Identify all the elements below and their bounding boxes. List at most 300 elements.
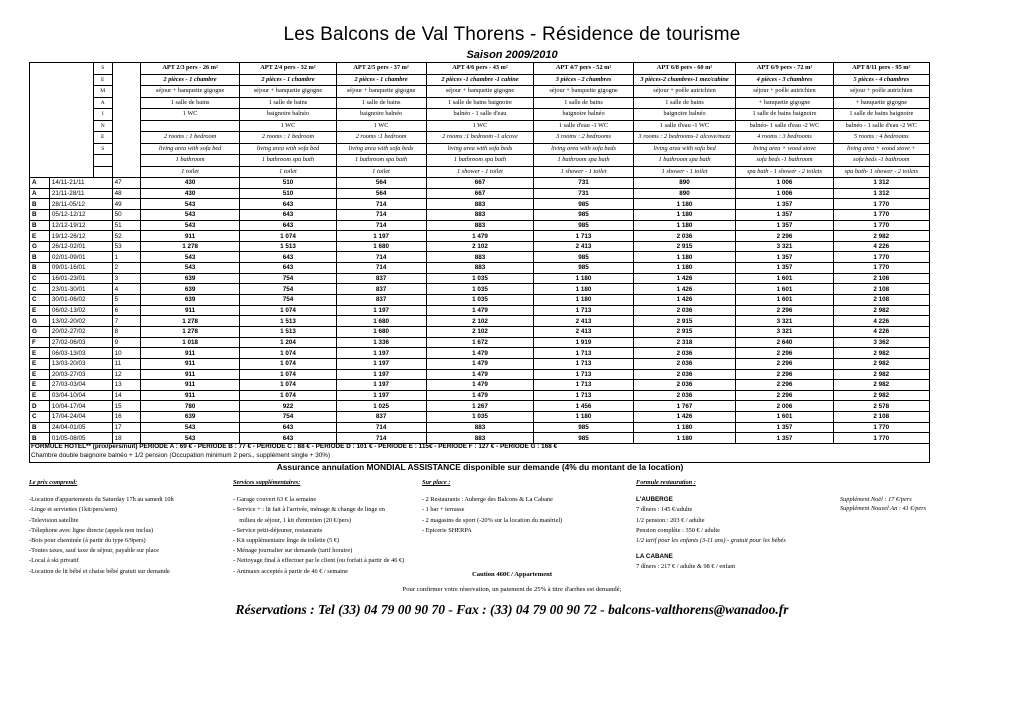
confirm-text: Pour confirmer votre réservation, un paiement de 25% à titre d'arrhes est demandé; (402, 586, 622, 593)
price-cell: 1 479 (426, 358, 534, 369)
service-item: - Service petit-déjeuner, restaurants (233, 526, 323, 534)
place-heading: Sur place : (422, 479, 451, 486)
prix-item: -Television satellite (29, 516, 79, 524)
price-cell: 3 321 (736, 316, 833, 327)
price-cell: 985 (534, 220, 633, 231)
price-cell: 2 982 (833, 369, 929, 380)
apt-header-fr_type: 2 pièces - 1 chambre (336, 74, 426, 86)
apt-header-en1: 5 rooms : 4 bedrooms (833, 132, 929, 144)
price-cell: 2 006 (736, 401, 833, 412)
apt-header-fr3: baignoire balnéo (534, 109, 633, 121)
price-cell: 2 036 (633, 348, 736, 359)
apt-header-en3: 1 bathroom spa bath (633, 155, 736, 167)
period-code: G (30, 316, 50, 327)
price-cell: 1 456 (534, 401, 633, 412)
price-cell: 985 (534, 433, 633, 444)
service-item: - Kit supplémentaire linge de toilette (5 €) (233, 537, 340, 545)
price-cell: 1 770 (833, 220, 929, 231)
service-item: - Ménage journalier sur demande (tarif horaire) (233, 547, 353, 555)
price-cell: 1 713 (534, 358, 633, 369)
price-cell: 1 770 (833, 199, 929, 210)
price-cell: 754 (240, 284, 336, 295)
date-range: 14/11-21/11 (49, 178, 112, 189)
apt-header-fr1: séjour + banquette gigogne (240, 86, 336, 98)
price-cell: 883 (426, 433, 534, 444)
service-item: milieu de séjour, 1 kit d'entretien (20 €/pers) (233, 516, 352, 524)
apt-header-name: APT 2/4 pers - 32 m² (240, 63, 336, 75)
price-cell: 985 (534, 199, 633, 210)
price-cell: 1 035 (426, 412, 534, 423)
price-cell: 1 601 (736, 284, 833, 295)
price-cell: 2 915 (633, 316, 736, 327)
price-cell: 1 074 (240, 369, 336, 380)
week-number: 18 (112, 433, 140, 444)
price-cell: 1 426 (633, 284, 736, 295)
period-code: C (30, 295, 50, 306)
formule-hotel: FORMULE HOTEL** (prix/pers/nuit) PERIODE A : 69 € - PERIODE B : 77 € - PERIODE C : 88 € - PERIODE D : 101 € - PERIODE E : 115€ - PERIODE F : 127 € - PERIODE G : 168 € (31, 443, 558, 450)
page-title: Les Balcons de Val Thorens - Résidence de tourisme (283, 24, 741, 45)
price-cell: 2 578 (833, 401, 929, 412)
table-row (30, 188, 930, 199)
week-number: 16 (112, 412, 140, 423)
price-cell: 1 601 (736, 273, 833, 284)
apt-header-en2: living area with sofa beds (336, 143, 426, 155)
price-cell: 543 (140, 209, 239, 220)
table-row (30, 422, 930, 433)
date-range: 19/12-26/12 (49, 231, 112, 242)
assurance-banner: Assurance annulation MONDIAL ASSISTANCE disponible sur demande (4% du montant de la location) (276, 462, 684, 472)
price-cell: 1 713 (534, 348, 633, 359)
prix-item: -Bois pour cheminée (à partir du type 6/9pers) (29, 537, 146, 545)
apt-header-fr4 (140, 120, 239, 132)
apt-header-en4: 1 toilet (240, 166, 336, 178)
table-row (30, 252, 930, 263)
period-code: B (30, 199, 50, 210)
table-row (30, 412, 930, 423)
apt-header-en2: living area + wood stove (736, 143, 833, 155)
reservations-contact: Réservations : Tel (33) 04 79 00 90 70 - Fax : (33) 04 79 00 90 72 - balcons-valthorens@wanadoo.fr (235, 602, 789, 617)
apt-header-fr3: 1 WC (140, 109, 239, 121)
price-cell: 1 197 (336, 390, 426, 401)
price-cell: 1 357 (736, 220, 833, 231)
price-cell: 643 (240, 263, 336, 274)
prix-item: -Location de lit bébé et chaise bébé gratuit sur demande (29, 567, 170, 575)
header-letter: S (93, 63, 112, 75)
apt-header-en2: living area with sofa beds (426, 143, 534, 155)
price-cell: 1 197 (336, 369, 426, 380)
prix-item: -Local à ski privatif (29, 557, 79, 565)
price-cell: 510 (240, 188, 336, 199)
price-cell: 1 336 (336, 337, 426, 348)
prix-item: -Linge et serviettes (1kit/pers/sem) (29, 506, 117, 514)
price-cell: 1 713 (534, 390, 633, 401)
price-cell: 1 018 (140, 337, 239, 348)
price-cell: 1 479 (426, 369, 534, 380)
week-number: 6 (112, 305, 140, 316)
price-cell: 1 006 (736, 188, 833, 199)
apt-header-fr2: 1 salle de bains (534, 97, 633, 109)
price-cell: 837 (336, 295, 426, 306)
service-item: - Nettoyage final à effectuer par le client (ou forfait à partir de 46 €) (233, 557, 405, 565)
week-number: 47 (112, 178, 140, 189)
auberge-title: L'AUBERGE (636, 496, 673, 504)
price-cell: 1 680 (336, 241, 426, 252)
header-blank (30, 63, 94, 178)
table-row (30, 209, 930, 220)
price-cell: 1 180 (534, 284, 633, 295)
week-number: 48 (112, 188, 140, 199)
apt-header-en3: 1 bathroom spa bath (336, 155, 426, 167)
supplement-noel: Supplément Noël : 17 €/pers (840, 496, 912, 503)
period-code: C (30, 284, 50, 295)
apt-header-name: APT 2/3 pers - 26 m² (140, 63, 239, 75)
price-cell: 1 180 (534, 295, 633, 306)
week-number: 3 (112, 273, 140, 284)
price-cell: 1 035 (426, 295, 534, 306)
price-cell: 911 (140, 380, 239, 391)
price-cell: 714 (336, 209, 426, 220)
price-cell: 2 036 (633, 380, 736, 391)
header-letter: S (93, 143, 112, 155)
apt-header-name: APT 4/7 pers - 52 m² (534, 63, 633, 75)
apt-header-fr1: séjour + banquette gigogne (140, 86, 239, 98)
price-cell: 643 (240, 422, 336, 433)
table-row (30, 433, 930, 444)
date-range: 27/03-03/04 (49, 380, 112, 391)
price-cell: 4 226 (833, 316, 929, 327)
price-cell: 1 513 (240, 326, 336, 337)
header-letter: E (93, 74, 112, 86)
price-cell: 2 982 (833, 380, 929, 391)
season-subtitle: Saison 2009/2010 (466, 49, 558, 61)
price-cell: 2 102 (426, 316, 534, 327)
date-range: 21/11-28/11 (49, 188, 112, 199)
price-cell: 430 (140, 178, 239, 189)
week-number: 12 (112, 369, 140, 380)
week-number: 1 (112, 252, 140, 263)
supplements (840, 495, 926, 513)
price-cell: 643 (240, 199, 336, 210)
price-cell: 837 (336, 412, 426, 423)
price-cell: 3 321 (736, 326, 833, 337)
price-cell: 1 479 (426, 390, 534, 401)
date-range: 28/11-05/12 (49, 199, 112, 210)
apt-header-name: APT 6/8 pers - 60 m² (633, 63, 736, 75)
price-cell: 639 (140, 295, 239, 306)
price-cell: 564 (336, 178, 426, 189)
period-code: B (30, 433, 50, 444)
auberge-note: 1/2 tarif pour les enfants (3-11 ans) - gratuit pour les bébés (636, 537, 786, 545)
price-cell: 1 180 (633, 252, 736, 263)
apt-header-en3: sofa beds -1 bathroom (736, 155, 833, 167)
price-cell: 2 915 (633, 241, 736, 252)
period-code: E (30, 348, 50, 359)
price-cell: 1 180 (633, 422, 736, 433)
services-section (233, 478, 404, 577)
price-cell: 1 278 (140, 326, 239, 337)
price-cell: 1 770 (833, 209, 929, 220)
table-row (30, 380, 930, 391)
price-cell: 1 770 (833, 433, 929, 444)
price-cell: 1 479 (426, 348, 534, 359)
price-cell: 2 108 (833, 412, 929, 423)
price-cell: 2 982 (833, 231, 929, 242)
period-code: F (30, 337, 50, 348)
price-cell: 2 915 (633, 326, 736, 337)
week-number: 51 (112, 220, 140, 231)
apt-header-fr2: + banquette gigogne (736, 97, 833, 109)
period-code: E (30, 390, 50, 401)
price-cell: 1 357 (736, 209, 833, 220)
price-cell: 985 (534, 252, 633, 263)
price-cell: 543 (140, 263, 239, 274)
table-row (30, 348, 930, 359)
table-row (30, 316, 930, 327)
apt-header-name: APT 2/5 pers - 37 m² (336, 63, 426, 75)
period-code: B (30, 422, 50, 433)
price-cell: 837 (336, 284, 426, 295)
date-range: 20/02-27/02 (49, 326, 112, 337)
table-row (30, 263, 930, 274)
price-cell: 2 036 (633, 358, 736, 369)
apt-header-en1: 2 rooms : 1 bedroom (240, 132, 336, 144)
price-cell: 754 (240, 295, 336, 306)
header-letter (93, 155, 112, 167)
table-row (30, 273, 930, 284)
date-range: 06/02-13/02 (49, 305, 112, 316)
price-cell: 911 (140, 348, 239, 359)
price-cell: 780 (140, 401, 239, 412)
date-range: 23/01-30/01 (49, 284, 112, 295)
price-cell: 1 357 (736, 263, 833, 274)
week-number: 11 (112, 358, 140, 369)
apt-header-name: APT 4/6 pers - 43 m² (426, 63, 534, 75)
apt-header-fr_type: 5 pièces - 4 chambres (833, 74, 929, 86)
price-cell: 2 413 (534, 241, 633, 252)
period-code: D (30, 401, 50, 412)
apt-header-name: APT 6/9 pers - 72 m² (736, 63, 833, 75)
apt-header-fr4: 1 WC (426, 120, 534, 132)
price-cell: 639 (140, 284, 239, 295)
price-cell: 2 982 (833, 305, 929, 316)
header-letter: A (93, 97, 112, 109)
date-range: 26/12-02/01 (49, 241, 112, 252)
apt-header-fr1: séjour + banquette gigogne (426, 86, 534, 98)
apt-header-en4: 1 toilet (336, 166, 426, 178)
price-cell: 2 036 (633, 390, 736, 401)
apt-header-fr3: baignoire balnéo (336, 109, 426, 121)
price-cell: 1 680 (336, 326, 426, 337)
price-cell: 883 (426, 263, 534, 274)
price-cell: 1 180 (633, 263, 736, 274)
price-cell: 1 074 (240, 380, 336, 391)
date-range: 20/03-27/03 (49, 369, 112, 380)
price-cell: 890 (633, 188, 736, 199)
price-cell: 1 180 (633, 220, 736, 231)
apt-header-fr2: 1 salle de bains (140, 97, 239, 109)
period-code: G (30, 241, 50, 252)
chambre-note: Chambre double baignoire balnéo + 1/2 pension (Occupation minimum 2 pers., supplément single + 30%) (31, 451, 331, 459)
price-cell: 911 (140, 305, 239, 316)
price-cell: 2 413 (534, 316, 633, 327)
price-cell: 1 713 (534, 380, 633, 391)
price-cell: 1 204 (240, 337, 336, 348)
price-cell: 1 006 (736, 178, 833, 189)
period-code: E (30, 358, 50, 369)
price-cell: 2 036 (633, 369, 736, 380)
price-cell: 2 413 (534, 326, 633, 337)
apt-header-fr3: balnéo - 1 salle d'eau (426, 109, 534, 121)
prix-item: -Location d'appartements du Saturday 17h au samedi 10h (29, 496, 174, 504)
apt-header-fr4: 1 WC (240, 120, 336, 132)
apt-header-en2: living area + wood stove + (833, 143, 929, 155)
apt-header-en2: living area with sofa bed (240, 143, 336, 155)
week-number: 14 (112, 390, 140, 401)
header-letter: M (93, 86, 112, 98)
price-cell: 1 278 (140, 241, 239, 252)
price-cell: 922 (240, 401, 336, 412)
price-cell: 643 (240, 433, 336, 444)
price-cell: 1 357 (736, 199, 833, 210)
price-cell: 2 640 (736, 337, 833, 348)
price-cell: 2 108 (833, 273, 929, 284)
apt-header-fr3: baignoire balnéo (240, 109, 336, 121)
price-cell: 985 (534, 263, 633, 274)
apt-header-fr4: balnéo - 1 salle d'eau -2 WC (833, 120, 929, 132)
period-code: B (30, 252, 50, 263)
week-number: 5 (112, 295, 140, 306)
service-item: - Garage couvert 63 € la semaine (233, 496, 317, 504)
prix-item: -Toutes taxes, sauf taxe de séjour, payable sur place (29, 547, 160, 555)
price-cell: 643 (240, 220, 336, 231)
apt-header-fr2: 1 salle de bains (633, 97, 736, 109)
apt-header-fr1: séjour + banquette gigogne (534, 86, 633, 98)
apt-header-fr2: 1 salle de bains (240, 97, 336, 109)
table-row (30, 358, 930, 369)
price-cell: 2 102 (426, 326, 534, 337)
price-cell: 1 180 (534, 412, 633, 423)
price-cell: 2 296 (736, 305, 833, 316)
price-cell: 1 426 (633, 412, 736, 423)
date-range: 03/04-10/04 (49, 390, 112, 401)
price-cell: 510 (240, 178, 336, 189)
price-cell: 1 025 (336, 401, 426, 412)
price-cell: 2 296 (736, 380, 833, 391)
apt-header-en3: 1 bathroom (140, 155, 239, 167)
date-range: 10/04-17/04 (49, 401, 112, 412)
price-cell: 985 (534, 209, 633, 220)
prix-comprend-section (29, 478, 174, 577)
price-cell: 883 (426, 199, 534, 210)
price-cell: 639 (140, 412, 239, 423)
price-cell: 2 982 (833, 348, 929, 359)
week-number: 52 (112, 231, 140, 242)
price-cell: 1 601 (736, 295, 833, 306)
place-item: - 2 Restaurants : Auberge des Balcons & La Cabane (422, 496, 553, 504)
apt-header-fr2: 1 salle de bains baignoire (426, 97, 534, 109)
price-cell: 4 226 (833, 326, 929, 337)
date-range: 16/01-23/01 (49, 273, 112, 284)
supplement-nouvel-an: Supplément Nouvel An : 41 €/pers (840, 505, 927, 512)
service-item: - Animaux acceptés à partir de 46 € / semaine (233, 567, 348, 575)
table-row (30, 241, 930, 252)
table-row (30, 305, 930, 316)
price-cell: 1 312 (833, 178, 929, 189)
period-code: C (30, 273, 50, 284)
price-cell: 543 (140, 422, 239, 433)
apt-header-en4: 1 shower - 1 toilet (633, 166, 736, 178)
week-number: 9 (112, 337, 140, 348)
price-cell: 643 (240, 209, 336, 220)
place-item: - 2 magasins de sport (-20% sur la location du matériel) (422, 516, 563, 524)
table-row (30, 284, 930, 295)
price-cell: 1 513 (240, 241, 336, 252)
price-cell: 3 321 (736, 241, 833, 252)
price-cell: 1 919 (534, 337, 633, 348)
apt-header-fr2: 1 salle de bains (336, 97, 426, 109)
header-letter: I (93, 109, 112, 121)
apt-header-fr1: séjour + poêle autrichien (633, 86, 736, 98)
week-number: 15 (112, 401, 140, 412)
table-row (30, 220, 930, 231)
price-cell: 1 267 (426, 401, 534, 412)
date-range: 12/12-19/12 (49, 220, 112, 231)
price-cell: 714 (336, 220, 426, 231)
date-range: 13/03-20/03 (49, 358, 112, 369)
period-code: E (30, 380, 50, 391)
date-range: 30/01-06/02 (49, 295, 112, 306)
price-cell: 1 426 (633, 295, 736, 306)
apt-header-en1: 2 rooms :1 bedroom -1 alcove (426, 132, 534, 144)
price-cell: 911 (140, 369, 239, 380)
price-cell: 564 (336, 188, 426, 199)
week-number: 4 (112, 284, 140, 295)
apt-header-fr_type: 2 pièces - 1 chambre (140, 74, 239, 86)
price-cell: 1 278 (140, 316, 239, 327)
period-code: A (30, 178, 50, 189)
auberge-item: Pension complète : 350 € / adulte (636, 526, 720, 534)
price-cell: 1 180 (633, 209, 736, 220)
price-cell: 3 362 (833, 337, 929, 348)
date-range: 17/04-24/04 (49, 412, 112, 423)
price-cell: 1 513 (240, 316, 336, 327)
apt-header-fr_type: 2 pièces -1 chambre -1 cabine (426, 74, 534, 86)
price-cell: 1 312 (833, 188, 929, 199)
price-cell: 2 296 (736, 369, 833, 380)
price-cell: 911 (140, 390, 239, 401)
period-code: B (30, 209, 50, 220)
header-spacer (112, 63, 140, 178)
price-cell: 543 (140, 199, 239, 210)
auberge-item: 1/2 pension : 203 € / adulte (636, 516, 705, 524)
price-cell: 4 226 (833, 241, 929, 252)
price-cell: 2 108 (833, 295, 929, 306)
price-cell: 883 (426, 220, 534, 231)
price-cell: 2 318 (633, 337, 736, 348)
apt-header-en3: 1 bathroom spa bath (240, 155, 336, 167)
price-cell: 1 180 (633, 433, 736, 444)
apt-header-fr1: séjour + poêle autrichien (833, 86, 929, 98)
week-number: 8 (112, 326, 140, 337)
price-cell: 2 982 (833, 358, 929, 369)
price-cell: 1 770 (833, 422, 929, 433)
apt-header-en4: spa bath- 1 shower - 2 toilets (833, 166, 929, 178)
cabane-item: 7 dîners : 217 € / adulte & 98 € / enfant (636, 563, 736, 571)
sur-place-section (422, 478, 562, 536)
caution-text: Caution 460€ / Appartement (471, 571, 553, 578)
price-cell: 667 (426, 188, 534, 199)
price-cell: 883 (426, 252, 534, 263)
